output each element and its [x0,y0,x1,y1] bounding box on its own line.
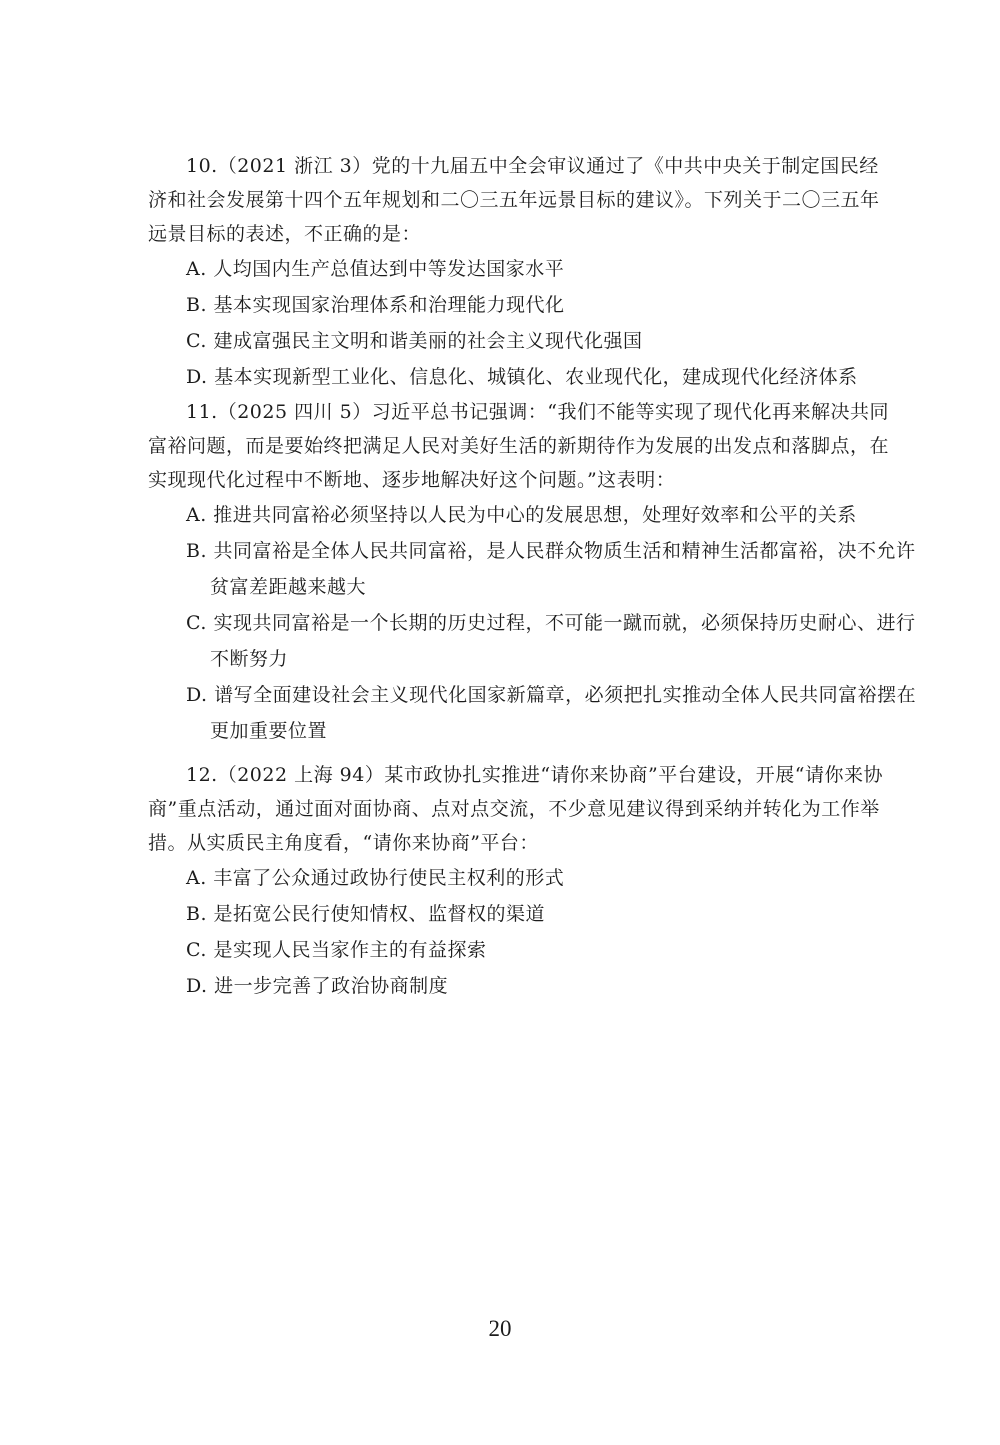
option-list [0,251,1000,395]
question-stem: 11.（2025 四川 5）习近平总书记强调：“我们不能等实现了现代化再来解决共同富裕问题，而是要始终把满足人民对美好生活的新期待作为发展的出发点和落脚点，在实现现代化过程中不断地、逐步地解决好这个问题。”这表明： [148,401,890,491]
option-b: B. 是拓宽公民行使知情权、监督权的渠道 [186,903,546,925]
option-c: C. 建成富强民主文明和谐美丽的社会主义现代化强国 [186,330,643,352]
option-b: B. 基本实现国家治理体系和治理能力现代化 [186,294,565,316]
question-stem: 10.（2021 浙江 3）党的十九届五中全会审议通过了《中共中央关于制定国民经济和社会发展第十四个五年规划和二〇三五年远景目标的建议》。下列关于二〇三五年远景目标的表述，不正确的是： [148,155,880,245]
option-a: A. 推进共同富裕必须坚持以人民为中心的发展思想，处理好效率和公平的关系 [186,504,857,526]
option-c: C. 是实现人民当家作主的有益探索 [186,939,487,961]
page-number: 20 [488,1316,512,1341]
option-d: D. 谱写全面建设社会主义现代化国家新篇章，必须把扎实推动全体人民共同富裕摆在更加重要位置 [186,684,917,742]
option-c: C. 实现共同富裕是一个长期的历史过程，不可能一蹴而就，必须保持历史耐心、进行不断努力 [186,612,916,670]
question-10 [0,149,1000,395]
option-list [0,497,1000,749]
question-12 [0,758,1000,1004]
option-a: A. 丰富了公众通过政协行使民主权利的形式 [186,867,565,889]
option-d: D. 基本实现新型工业化、信息化、城镇化、农业现代化，建成现代化经济体系 [186,366,858,388]
question-11 [0,395,1000,749]
option-d: D. 进一步完善了政治协商制度 [186,975,449,997]
option-list [0,860,1000,1004]
question-stem: 12.（2022 上海 94）某市政协扎实推进“请你来协商”平台建设，开展“请你来协商”重点活动，通过面对面协商、点对点交流，不少意见建议得到采纳并转化为工作举措。从实质民主角度看，“请你来协商”平台： [148,764,883,854]
option-b: B. 共同富裕是全体人民共同富裕，是人民群众物质生活和精神生活都富裕，决不允许贫富差距越来越大 [186,540,916,598]
option-a: A. 人均国内生产总值达到中等发达国家水平 [186,258,565,280]
